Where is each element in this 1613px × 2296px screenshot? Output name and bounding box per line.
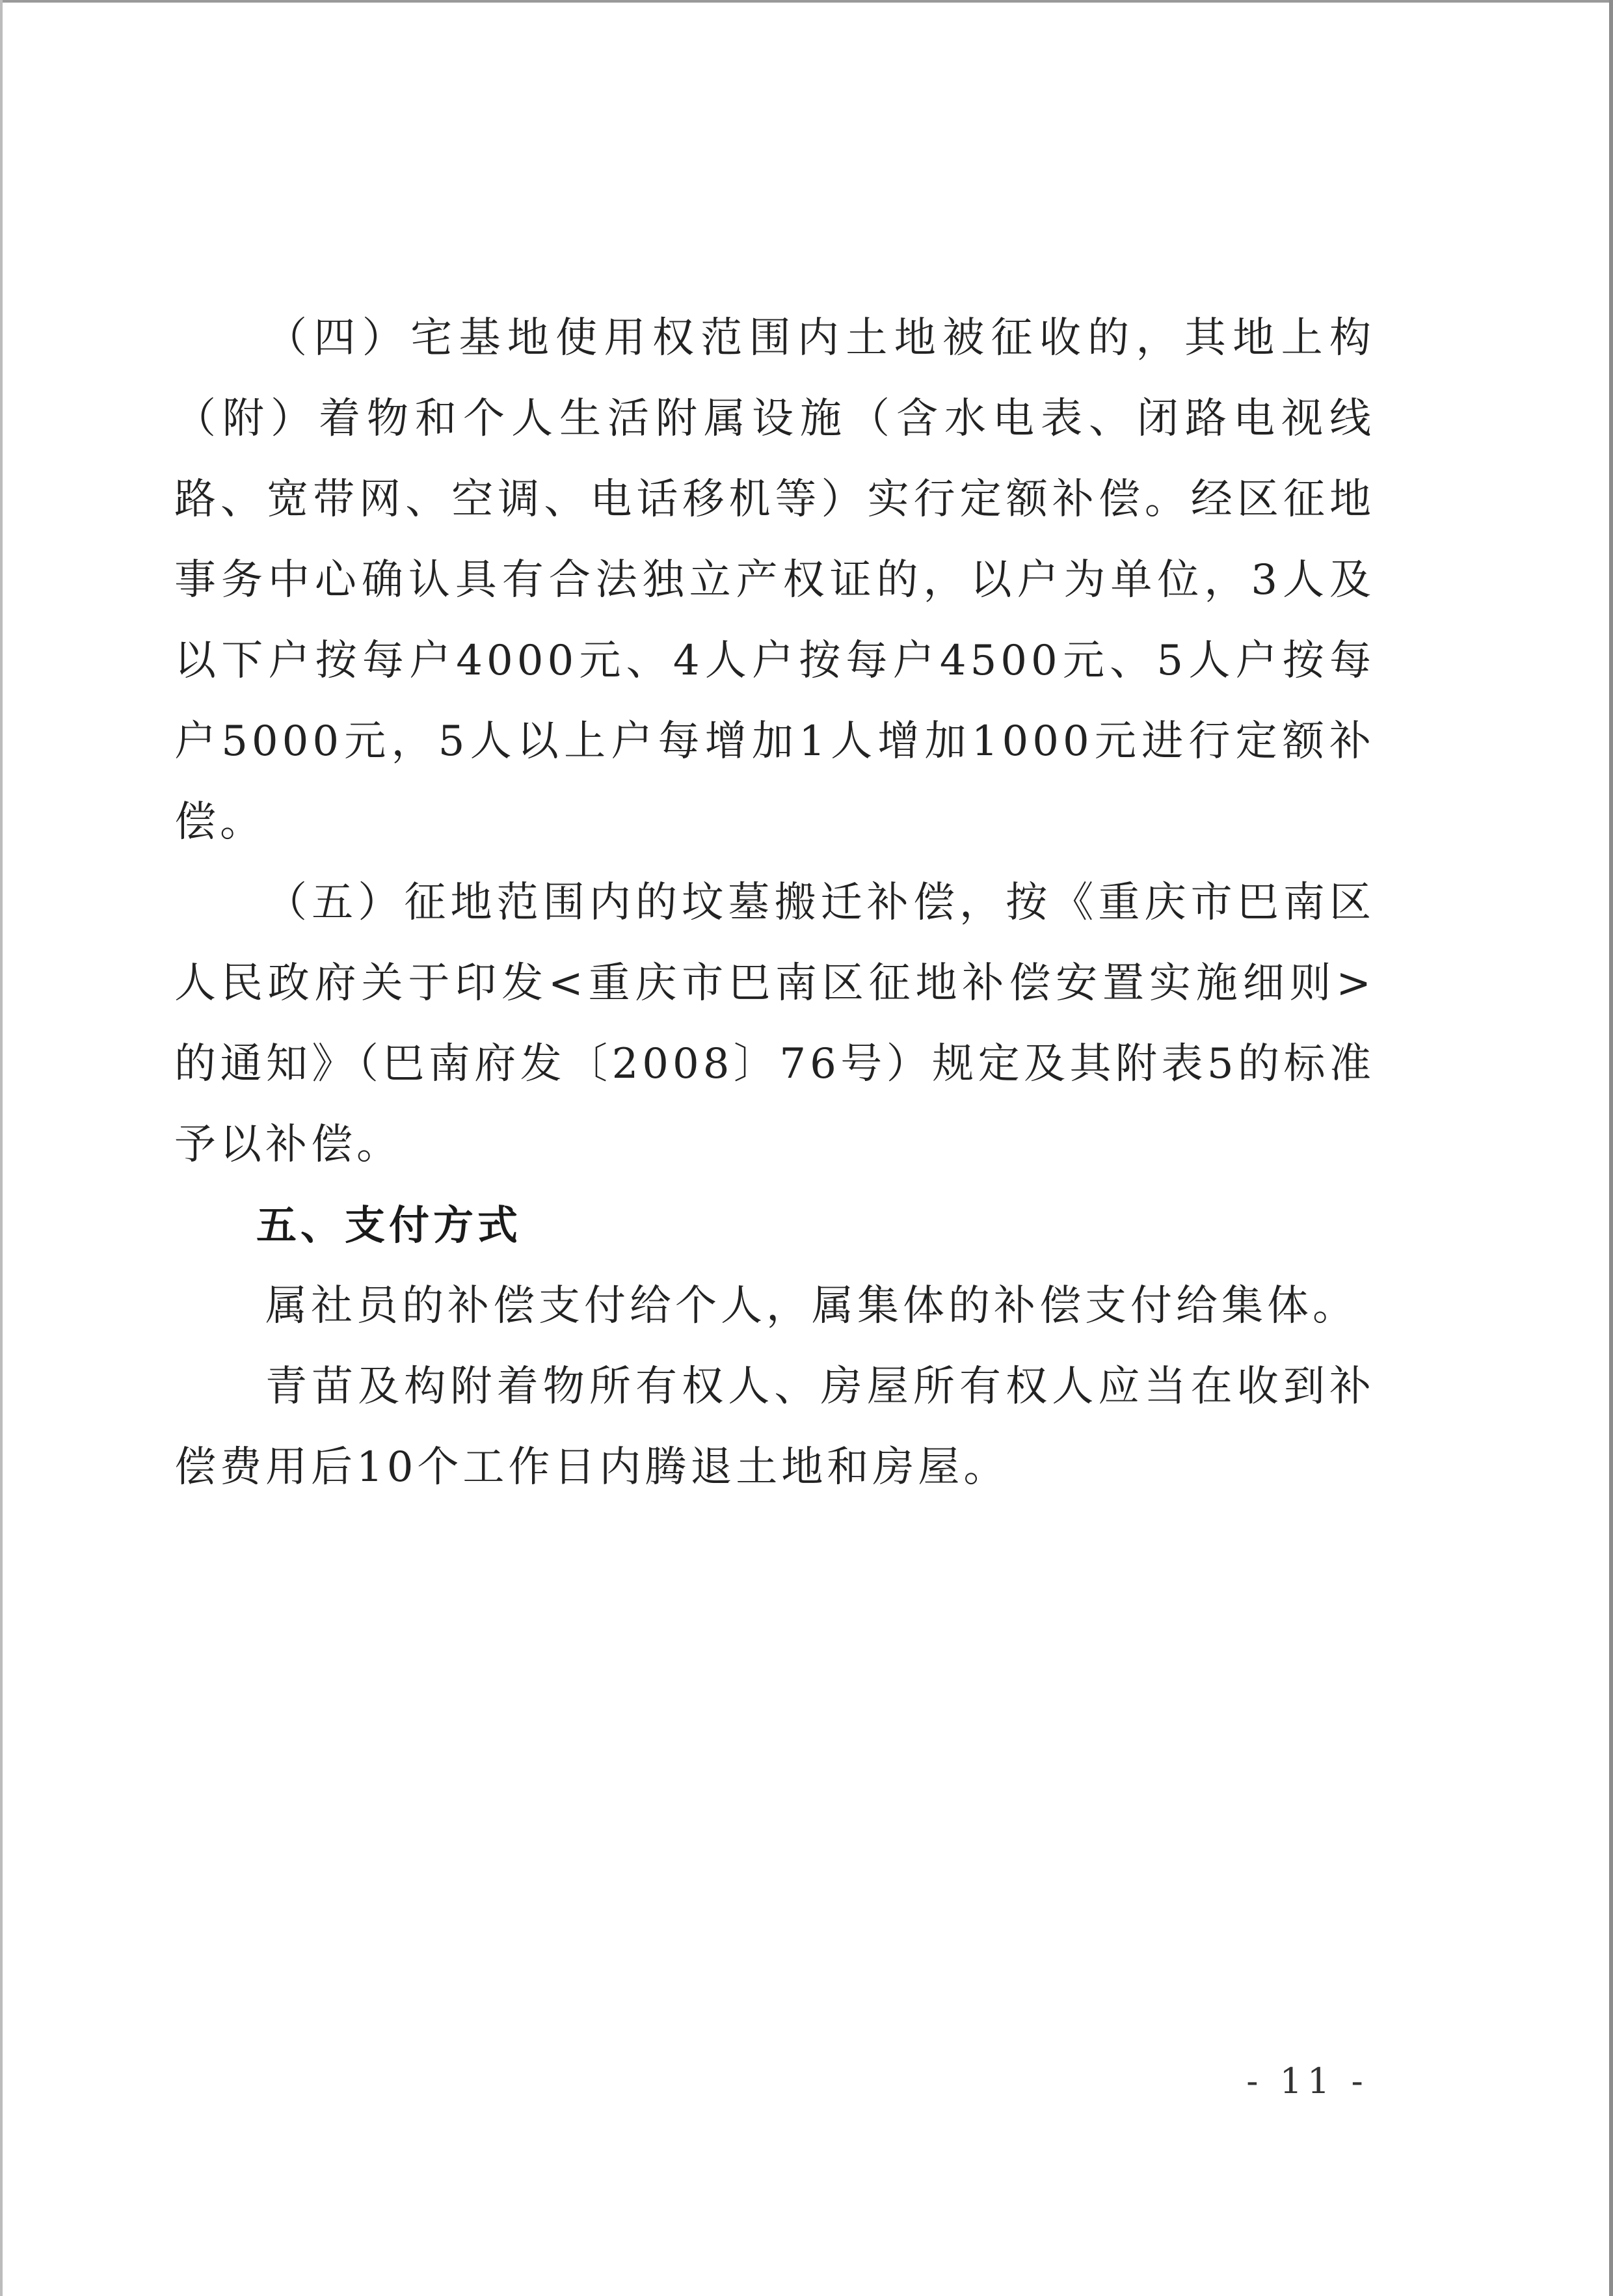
paragraph-item-5: （五）征地范围内的坟墓搬迁补偿，按《重庆市巴南区人民政府关于印发<重庆市巴南区征地补偿安置实施细则>的通知》（巴南府发〔2008〕76号）规定及其附表5的标准予以补偿。 [174, 879, 1375, 1169]
paragraph-vacate-deadline: 青苗及构附着物所有权人、房屋所有权人应当在收到补偿费用后10个工作日内腾退土地和房屋。 [174, 1363, 1375, 1491]
page-number: - 11 - [1246, 2061, 1368, 2102]
scan-edge-left [0, 0, 3, 2296]
scan-edge-right [1609, 0, 1613, 2296]
scan-edge-top [0, 0, 1613, 3]
paragraph-payment-recipients: 属社员的补偿支付给个人，属集体的补偿支付给集体。 [265, 1282, 1358, 1330]
document-body [174, 298, 1375, 1508]
section-heading-payment: 五、支付方式 [256, 1201, 522, 1249]
paragraph-item-4: （四）宅基地使用权范围内土地被征收的，其地上构（附）着物和个人生活附属设施（含水电表、闭路电视线路、宽带网、空调、电话移机等）实行定额补偿。经区征地事务中心确认具有合法独立产权证的，以户为单位，3人及以下户按每户4000元、4人户按每户4500元、5人户按每户5000元，5人以上户每增加1人增加1000元进行定额补偿。 [174, 314, 1375, 846]
